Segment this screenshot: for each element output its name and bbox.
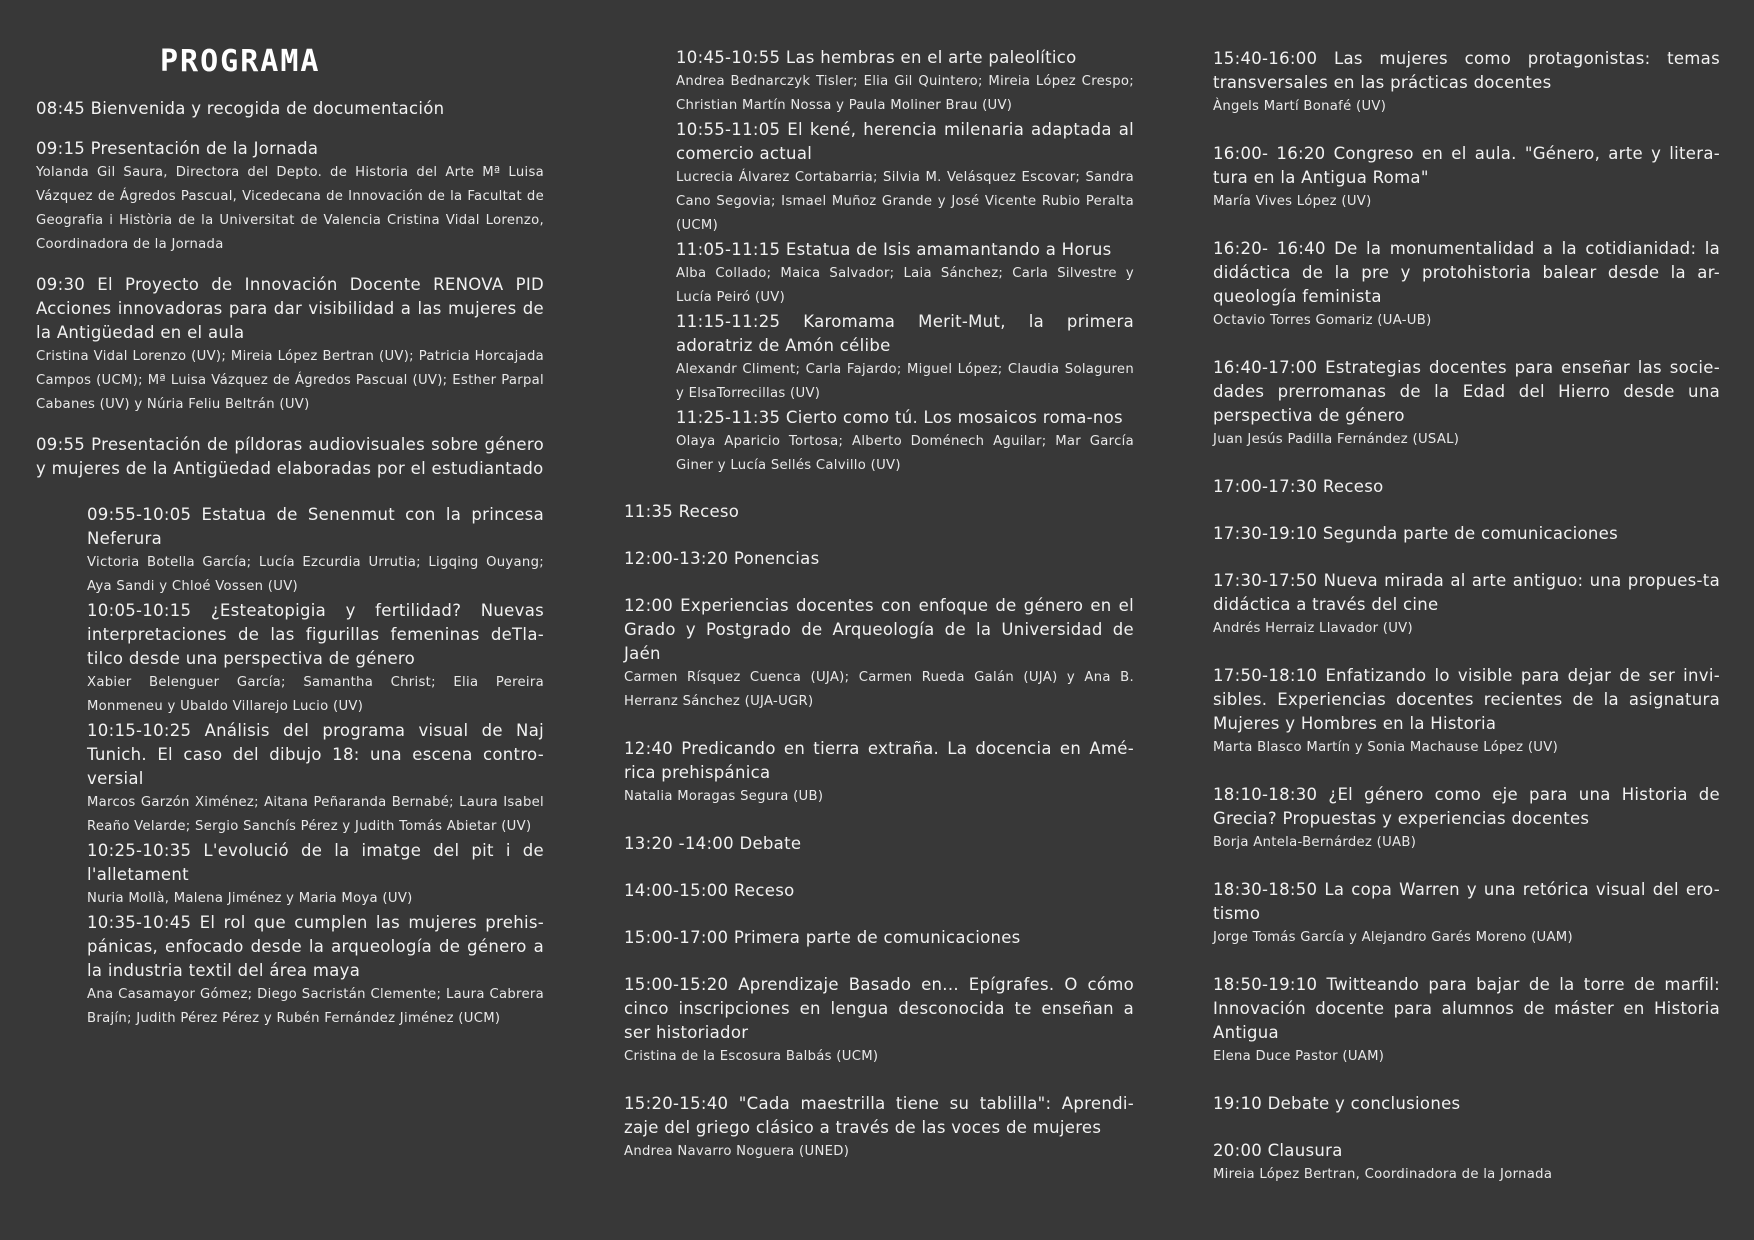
entry-speakers: Andrés Herraiz Llavador (UV) — [1213, 621, 1413, 636]
entry-heading: 08:45 Bienvenida y recogida de documentación — [36, 99, 445, 118]
program-entry — [1213, 783, 1720, 855]
program-entry — [624, 547, 1134, 571]
entry-heading: 16:20- 16:40 De la monumentalidad a la cotidianidad: la didáctica de la pre y protohistoria balear desde la ar-queología feminista — [1213, 239, 1720, 306]
entry-speakers: Elena Duce Pastor (UAM) — [1213, 1049, 1385, 1064]
entry-heading: 12:00 Experiencias docentes con enfoque de género en el Grado y Postgrado de Arqueología de la Universidad de Jaén — [624, 596, 1134, 663]
entry-heading: 18:30-18:50 La copa Warren y una retórica visual del ero-tismo — [1213, 880, 1720, 923]
pill-heading: 10:55-11:05 El kené, herencia milenaria adaptada al comercio actual — [676, 120, 1134, 163]
program-entry — [624, 973, 1134, 1069]
entry-speakers: Cristina Vidal Lorenzo (UV); Mireia López Bertran (UV); Patricia Horcajada Campos (UCM); Mª Luisa Vázquez de Ágredos Pascual (UV); Esther Parpal Cabanes (UV) y Núria Feliu Beltrán (UV) — [36, 349, 544, 412]
entry-speakers: Octavio Torres Gomariz (UA-UB) — [1213, 313, 1432, 328]
program-column-2 — [624, 44, 1134, 1187]
pill-heading: 10:25-10:35 L'evolució de la imatge del pit i de l'alletament — [87, 841, 544, 884]
entry-heading: 18:10-18:30 ¿El género como eje para una Historia de Grecia? Propuestas y experiencias docentes — [1213, 785, 1720, 828]
pill-entry — [87, 911, 544, 1031]
entry-speakers: Yolanda Gil Saura, Directora del Depto. de Historia del Arte Mª Luisa Vázquez de Ágredos Pascual, Vicedecana de Innovación de la Facultat de Geografia i Història de la Universitat de Valencia Cristina Vidal Lorenzo, Coordinadora de la Jornada — [36, 165, 544, 252]
entry-heading: 15:40-16:00 Las mujeres como protagonistas: temas transversales en las prácticas docentes — [1213, 49, 1720, 92]
pill-list — [676, 46, 1134, 478]
entry-heading: 17:30-19:10 Segunda parte de comunicaciones — [1213, 524, 1619, 543]
entry-speakers: Àngels Martí Bonafé (UV) — [1213, 99, 1387, 114]
pill-entry — [676, 238, 1134, 310]
pill-entry — [87, 839, 544, 911]
pill-authors: Ana Casamayor Gómez; Diego Sacristán Clemente; Laura Cabrera Brajín; Judith Pérez Pérez y Rubén Fernández Jiménez (UCM) — [87, 987, 544, 1026]
entry-speakers: Andrea Navarro Noguera (UNED) — [624, 1144, 850, 1159]
entry-heading: 19:10 Debate y conclusiones — [1213, 1094, 1461, 1113]
entry-speakers: Borja Antela-Bernárdez (UAB) — [1213, 835, 1417, 850]
pill-heading: 11:05-11:15 Estatua de Isis amamantando a Horus — [676, 240, 1112, 259]
program-entry — [1213, 1139, 1720, 1187]
program-entry — [1213, 475, 1720, 499]
entry-list — [624, 500, 1134, 1164]
entry-heading: 16:00- 16:20 Congreso en el aula. "Género, arte y litera-tura en la Antigua Roma" — [1213, 144, 1720, 187]
program-entry — [1213, 1092, 1720, 1116]
program-entry — [1213, 973, 1720, 1069]
entry-heading: 12:00-13:20 Ponencias — [624, 549, 820, 568]
pill-heading: 11:25-11:35 Cierto como tú. Los mosaicos roma-nos — [676, 408, 1123, 427]
entry-list — [36, 97, 544, 481]
entry-heading: 20:00 Clausura — [1213, 1141, 1343, 1160]
entry-heading: 13:20 -14:00 Debate — [624, 834, 802, 853]
program-column-1 — [36, 44, 544, 1031]
pill-list — [87, 503, 544, 1031]
pill-authors: Lucrecia Álvarez Cortabarria; Silvia M. Velásquez Escovar; Sandra Cano Segovia; Ismael Muñoz Grande y José Vicente Rubio Peralta (UCM) — [676, 170, 1134, 233]
pill-entry — [87, 719, 544, 839]
pill-entry — [676, 118, 1134, 238]
entry-heading: 14:00-15:00 Receso — [624, 881, 795, 900]
program-entry — [36, 273, 544, 417]
pill-authors: Xabier Belenguer García; Samantha Christ; Elia Pereira Monmeneu y Ubaldo Villarejo Lucio (UV) — [87, 675, 544, 714]
pill-heading: 09:55-10:05 Estatua de Senenmut con la princesa Neferura — [87, 505, 544, 548]
program-entry — [1213, 664, 1720, 760]
entry-speakers: Mireia López Bertran, Coordinadora de la Jornada — [1213, 1167, 1553, 1182]
program-entry — [624, 879, 1134, 903]
entry-heading: 17:30-17:50 Nueva mirada al arte antiguo: una propues-ta didáctica a través del cine — [1213, 571, 1720, 614]
pill-entry — [87, 599, 544, 719]
entry-speakers: Natalia Moragas Segura (UB) — [624, 789, 824, 804]
pill-authors: Alba Collado; Maica Salvador; Laia Sánchez; Carla Silvestre y Lucía Peiró (UV) — [676, 266, 1134, 305]
program-entry — [624, 737, 1134, 809]
program-entry — [1213, 237, 1720, 333]
entry-heading: 16:40-17:00 Estrategias docentes para enseñar las socie-dades prerromanas de la Edad del Hierro desde una perspectiva de género — [1213, 358, 1720, 425]
program-entry — [624, 500, 1134, 524]
entry-speakers: Marta Blasco Martín y Sonia Machause López (UV) — [1213, 740, 1559, 755]
pill-heading: 10:35-10:45 El rol que cumplen las mujeres prehis-pánicas, enfocado desde la arqueología de género a la industria textil del área maya — [87, 913, 544, 980]
pill-heading: 10:15-10:25 Análisis del programa visual de Naj Tunich. El caso del dibujo 18: una escena contro-versial — [87, 721, 544, 788]
program-entry — [1213, 142, 1720, 214]
entry-speakers: Jorge Tomás García y Alejandro Garés Moreno (UAM) — [1213, 930, 1573, 945]
entry-speakers: Carmen Rísquez Cuenca (UJA); Carmen Rueda Galán (UJA) y Ana B. Herranz Sánchez (UJA-UGR) — [624, 670, 1134, 709]
pill-entry — [676, 46, 1134, 118]
entry-heading: 15:00-17:00 Primera parte de comunicaciones — [624, 928, 1021, 947]
program-entry — [624, 926, 1134, 950]
entry-heading: 15:00-15:20 Aprendizaje Basado en... Epígrafes. O cómo cinco inscripciones en lengua desconocida te enseñan a ser historiador — [624, 975, 1134, 1042]
program-entry — [1213, 522, 1720, 546]
entry-heading: 17:00-17:30 Receso — [1213, 477, 1384, 496]
entry-heading: 09:30 El Proyecto de Innovación Docente RENOVA PID Acciones innovadoras para dar visibilidad a las mujeres de la Antigüedad en el aula — [36, 275, 544, 342]
entry-heading: 12:40 Predicando en tierra extraña. La docencia en Amé-rica prehispánica — [624, 739, 1134, 782]
pill-entry — [676, 310, 1134, 406]
entry-speakers: María Vives López (UV) — [1213, 194, 1372, 209]
program-entry — [36, 97, 544, 121]
pill-authors: Nuria Mollà, Malena Jiménez y Maria Moya (UV) — [87, 891, 413, 906]
pill-authors: Olaya Aparicio Tortosa; Alberto Doménech Aguilar; Mar García Giner y Lucía Sellés Calvillo (UV) — [676, 434, 1134, 473]
program-entry — [624, 1092, 1134, 1164]
page-title: PROGRAMA — [160, 44, 321, 79]
program-entry — [1213, 356, 1720, 452]
entry-speakers: Cristina de la Escosura Balbás (UCM) — [624, 1049, 879, 1064]
program-entry — [624, 594, 1134, 714]
entry-heading: 17:50-18:10 Enfatizando lo visible para dejar de ser invi-sibles. Experiencias docentes recientes de la asignatura Mujeres y Hombres en la Historia — [1213, 666, 1720, 733]
pill-authors: Victoria Botella García; Lucía Ezcurdia Urrutia; Ligqing Ouyang; Aya Sandi y Chloé Vossen (UV) — [87, 555, 544, 594]
program-entry — [1213, 878, 1720, 950]
entry-heading: 18:50-19:10 Twitteando para bajar de la torre de marfil: Innovación docente para alumnos de máster en Historia Antigua — [1213, 975, 1720, 1042]
entry-heading: 09:15 Presentación de la Jornada — [36, 139, 319, 158]
program-entry — [1213, 569, 1720, 641]
pill-authors: Alexandr Climent; Carla Fajardo; Miguel López; Claudia Solaguren y ElsaTorrecillas (UV) — [676, 362, 1134, 401]
pill-heading: 10:45-10:55 Las hembras en el arte paleolítico — [676, 48, 1077, 67]
program-column-3 — [1213, 47, 1720, 1210]
program-entry — [1213, 47, 1720, 119]
program-entry — [36, 433, 544, 481]
program-entry — [624, 832, 1134, 856]
pill-entry — [676, 406, 1134, 478]
pill-authors: Andrea Bednarczyk Tisler; Elia Gil Quintero; Mireia López Crespo; Christian Martín Nossa y Paula Moliner Brau (UV) — [676, 74, 1134, 113]
pill-heading: 11:15-11:25 Karomama Merit-Mut, la primera adoratriz de Amón célibe — [676, 312, 1134, 355]
entry-heading: 09:55 Presentación de píldoras audiovisuales sobre género y mujeres de la Antigüedad elaboradas por el estudiantado — [36, 435, 544, 478]
pill-heading: 10:05-10:15 ¿Esteatopigia y fertilidad? Nuevas interpretaciones de las figurillas femeninas deTla-tilco desde una perspectiva de género — [87, 601, 544, 668]
pill-entry — [87, 503, 544, 599]
entry-heading: 15:20-15:40 "Cada maestrilla tiene su tablilla": Aprendi-zaje del griego clásico a través de las voces de mujeres — [624, 1094, 1134, 1137]
program-entry — [36, 137, 544, 257]
entry-heading: 11:35 Receso — [624, 502, 740, 521]
entry-speakers: Juan Jesús Padilla Fernández (USAL) — [1213, 432, 1460, 447]
pill-authors: Marcos Garzón Ximénez; Aitana Peñaranda Bernabé; Laura Isabel Reaño Velarde; Sergio Sanchís Pérez y Judith Tomás Abietar (UV) — [87, 795, 544, 834]
